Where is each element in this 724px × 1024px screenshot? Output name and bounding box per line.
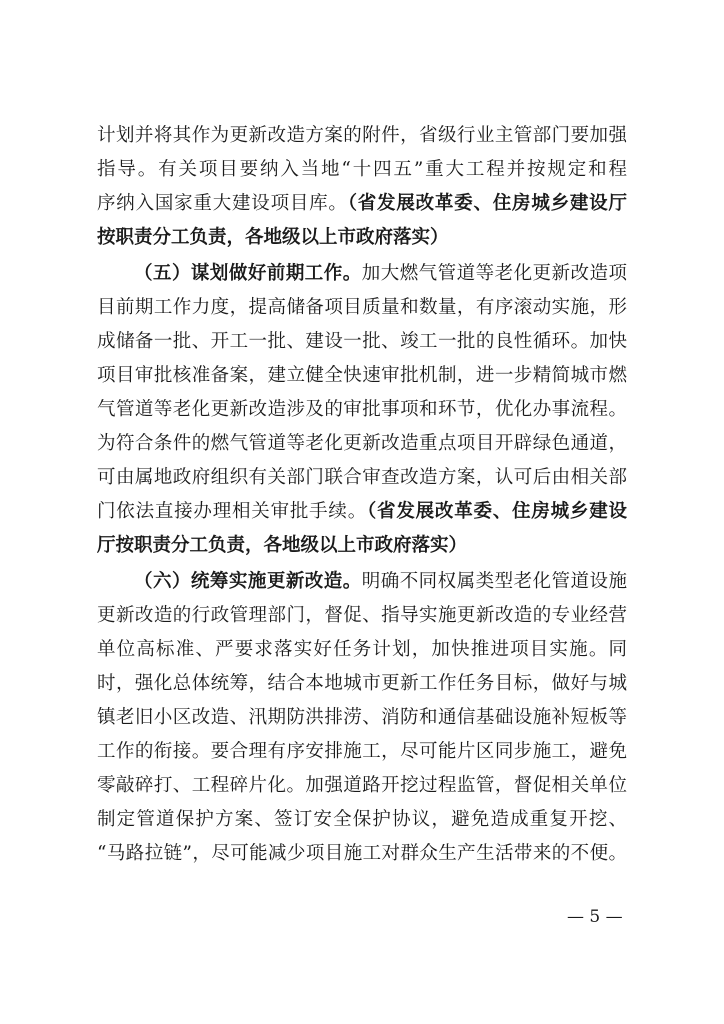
body-text: 计划并将其作为更新改造方案的附件，省级行业主管部门要加强 bbox=[97, 125, 627, 146]
body-text: 镇老旧小区改造、汛期防洪排涝、消防和通信基础设施补短板等 bbox=[97, 707, 627, 728]
text-line bbox=[97, 296, 627, 320]
text-line bbox=[97, 842, 627, 866]
body-text: 明确不同权属类型老化管道设施 bbox=[361, 571, 627, 592]
text-line bbox=[97, 192, 627, 216]
text-line bbox=[97, 534, 467, 558]
text-line bbox=[97, 604, 627, 628]
text-line bbox=[97, 158, 627, 182]
body-text: 目前期工作力度，提高储备项目质量和数量，有序滚动实施，形 bbox=[97, 297, 627, 318]
text-line bbox=[97, 808, 627, 832]
body-text: 指导。有关项目要纳入当地“十四五”重大工程并按规定和程 bbox=[97, 159, 627, 180]
responsible-units: 按职责分工负责，各地级以上市政府落实） bbox=[97, 227, 449, 248]
text-line bbox=[97, 226, 449, 250]
text-line bbox=[97, 364, 627, 388]
responsible-units: （省发展改革委、住房城乡建设厅 bbox=[347, 193, 627, 214]
responsible-units: 厅按职责分工负责，各地级以上市政府落实） bbox=[97, 535, 468, 556]
text-line bbox=[97, 398, 627, 422]
text-line bbox=[97, 638, 627, 662]
body-text: 为符合条件的燃气管道等老化更新改造重点项目开辟绿色通道， bbox=[97, 433, 627, 454]
body-text: 零敲碎打、工程碎片化。加强道路开挖过程监管，督促相关单位 bbox=[97, 775, 627, 796]
body-text: 制定管道保护方案、签订安全保护协议，避免造成重复开挖、 bbox=[97, 809, 627, 830]
text-line bbox=[97, 740, 627, 764]
text-line bbox=[97, 706, 627, 730]
text-line bbox=[97, 124, 627, 148]
text-line bbox=[97, 500, 627, 524]
text-line bbox=[134, 262, 627, 286]
body-text: 时，强化总体统筹，结合本地城市更新工作任务目标，做好与城 bbox=[97, 673, 627, 694]
text-line bbox=[134, 570, 627, 594]
text-line bbox=[97, 466, 627, 490]
body-text: 单位高标准、严要求落实好任务计划，加快推进项目实施。同 bbox=[97, 639, 627, 660]
body-text: 项目审批核准备案，建立健全快速审批机制，进一步精简城市燃 bbox=[97, 365, 627, 386]
body-text: 成储备一批、开工一批、建设一批、竣工一批的良性循环。加快 bbox=[97, 331, 627, 352]
text-line bbox=[97, 432, 627, 456]
section-heading: （六）统筹实施更新改造。 bbox=[134, 571, 362, 592]
body-text: 可由属地政府组织有关部门联合审查改造方案，认可后由相关部 bbox=[97, 467, 627, 488]
body-text: 序纳入国家重大建设项目库。 bbox=[97, 193, 348, 214]
body-text: 门依法直接办理相关审批手续。 bbox=[97, 501, 368, 522]
body-text: 工作的衔接。要合理有序安排施工，尽可能片区同步施工，避免 bbox=[97, 741, 627, 762]
responsible-units: （省发展改革委、住房城乡建设 bbox=[367, 501, 627, 522]
body-text: “马路拉链”，尽可能减少项目施工对群众生产生活带来的不便。 bbox=[97, 843, 627, 864]
page-number: — 5 — bbox=[567, 907, 623, 927]
text-line bbox=[97, 330, 627, 354]
body-text: 气管道等老化更新改造涉及的审批事项和环节，优化办事流程。 bbox=[97, 399, 627, 420]
body-text: 加大燃气管道等老化更新改造项 bbox=[361, 263, 627, 284]
section-heading: （五）谋划做好前期工作。 bbox=[134, 263, 362, 284]
text-line bbox=[97, 672, 627, 696]
text-line bbox=[97, 774, 627, 798]
body-text: 更新改造的行政管理部门，督促、指导实施更新改造的专业经营 bbox=[97, 605, 627, 626]
